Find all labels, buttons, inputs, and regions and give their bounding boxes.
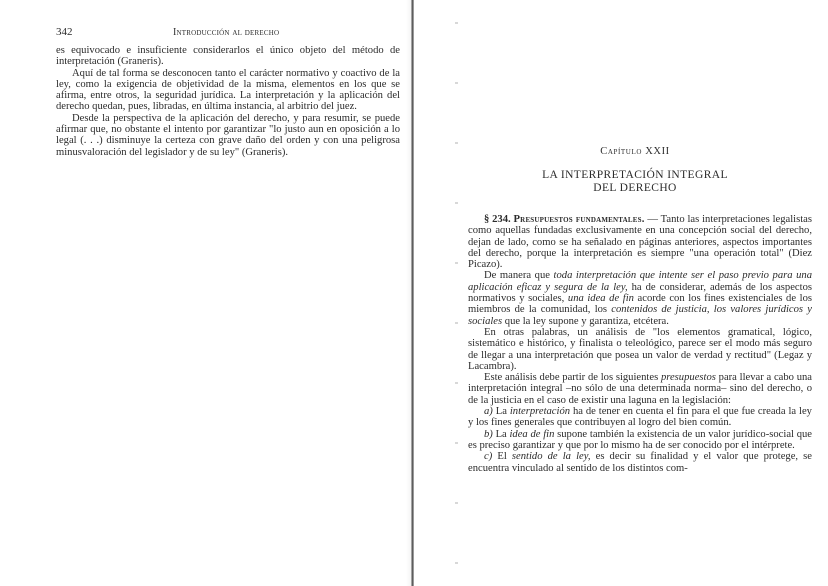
right-page-body <box>468 214 812 474</box>
text-run: que la ley supone y garantiza, etcétera. <box>502 315 669 327</box>
chapter-title-line: LA INTERPRETACIÓN INTEGRAL <box>542 169 728 181</box>
text-run: supone también la existencia de un valor jurídico-social que es preciso garantizar y que por lo mismo ha de ser conocido por el intérprete. <box>468 428 812 451</box>
text-run: El <box>492 451 512 463</box>
section-heading: Presupuestos fundamentales. <box>513 214 645 225</box>
list-marker: c) <box>484 451 493 463</box>
chapter-label: Capítulo XXII <box>600 146 670 157</box>
text-run: ha de tener en cuenta el fin para el que fue creada la ley y los fines generales que contribuyen al logro del bien común. <box>468 406 812 429</box>
paragraph: Aquí de tal forma se desconocen tanto el carácter normativo y coactivo de la ley, como la exigencia de objetividad de la misma, elementos en los que se afirma, entre otros, la seguridad jurídica. La interpretación y la aplicación del derecho quedan, pues, libradas, en última instancia, al arbitrio del juez. <box>56 67 400 113</box>
text-run: De manera que <box>484 270 554 282</box>
chapter-title-line: DEL DERECHO <box>593 181 677 194</box>
chapter-title <box>520 169 750 194</box>
emphasis-run: idea de fin <box>509 428 555 440</box>
emphasis-run: presupuestos <box>660 372 716 384</box>
list-item-a <box>468 406 812 429</box>
text-run: ha de considerar, además de los aspectos normativos y sociales, <box>468 281 812 305</box>
running-head <box>56 26 396 40</box>
left-page-body <box>56 45 400 158</box>
emphasis-run: contenidos de justicia, los valores jurídicos y sociales <box>468 304 812 327</box>
text-run: es decir su finalidad y el valor que protege, se encuentra vinculado al sentido de los distintos com- <box>468 451 812 474</box>
running-head-title: Introducción al derecho <box>173 27 280 38</box>
text-run: La <box>492 428 510 440</box>
list-item-c <box>468 451 812 474</box>
paragraph-continuation: es equivocado e insuficiente considerarlos el único objeto del método de interpretación (Graneris). <box>56 45 400 68</box>
list-marker: a) <box>484 406 493 418</box>
section-number: § 234. <box>484 214 511 225</box>
paragraph <box>468 372 812 406</box>
paragraph: En otras palabras, un análisis de "los elementos gramatical, lógico, sistemático e histórico, y finalista o teleológico, parece ser el modo más seguro de llegar a una interpretación que posea un valor de verdad y rectitud" (Legaz y Lacambra). <box>468 326 812 372</box>
section-dash: — <box>644 214 661 225</box>
section-text: Tanto las interpretaciones legalistas como aquellas fundadas exclusivamente en una concepción social del derecho, dejan de lado, como se ha señalado en páginas anteriores, aspectos importantes del derecho, porque la interpretación es siempre "una operación total" (Diez Picazo). <box>468 214 812 271</box>
section-paragraph <box>468 214 812 270</box>
emphasis-run: interpretación <box>509 406 571 418</box>
list-marker: b) <box>484 428 493 440</box>
text-run: Este análisis debe partir de los siguientes <box>484 372 661 384</box>
emphasis-run: toda interpretación que intente ser el paso previo para una aplicación eficaz y segura de la ley, <box>468 270 812 293</box>
page-number: 342 <box>56 26 73 38</box>
emphasis-run: sentido de la ley, <box>511 451 591 463</box>
list-item-b <box>468 429 812 452</box>
text-run: acorde con los fines existenciales de los miembros de la comunidad, los <box>468 293 812 316</box>
emphasis-run: una idea de fin <box>567 293 634 305</box>
text-run: para llevar a cabo una interpretación integral –no sólo de una determinada norma– sino del derecho, o de la justicia en el caso de existir una laguna en la legislación: <box>468 372 812 406</box>
paragraph <box>468 270 812 326</box>
paragraph: Desde la perspectiva de la aplicación del derecho, y para resumir, se puede afirmar que, no obstante el intento por garantizar "lo justo aun en oposición a lo legal (. . .) disminuye la certeza con grave daño del orden y con una peligrosa minusvaloración del legislador y de su ley" (Graneris). <box>56 112 400 158</box>
text-run: La <box>492 406 510 418</box>
